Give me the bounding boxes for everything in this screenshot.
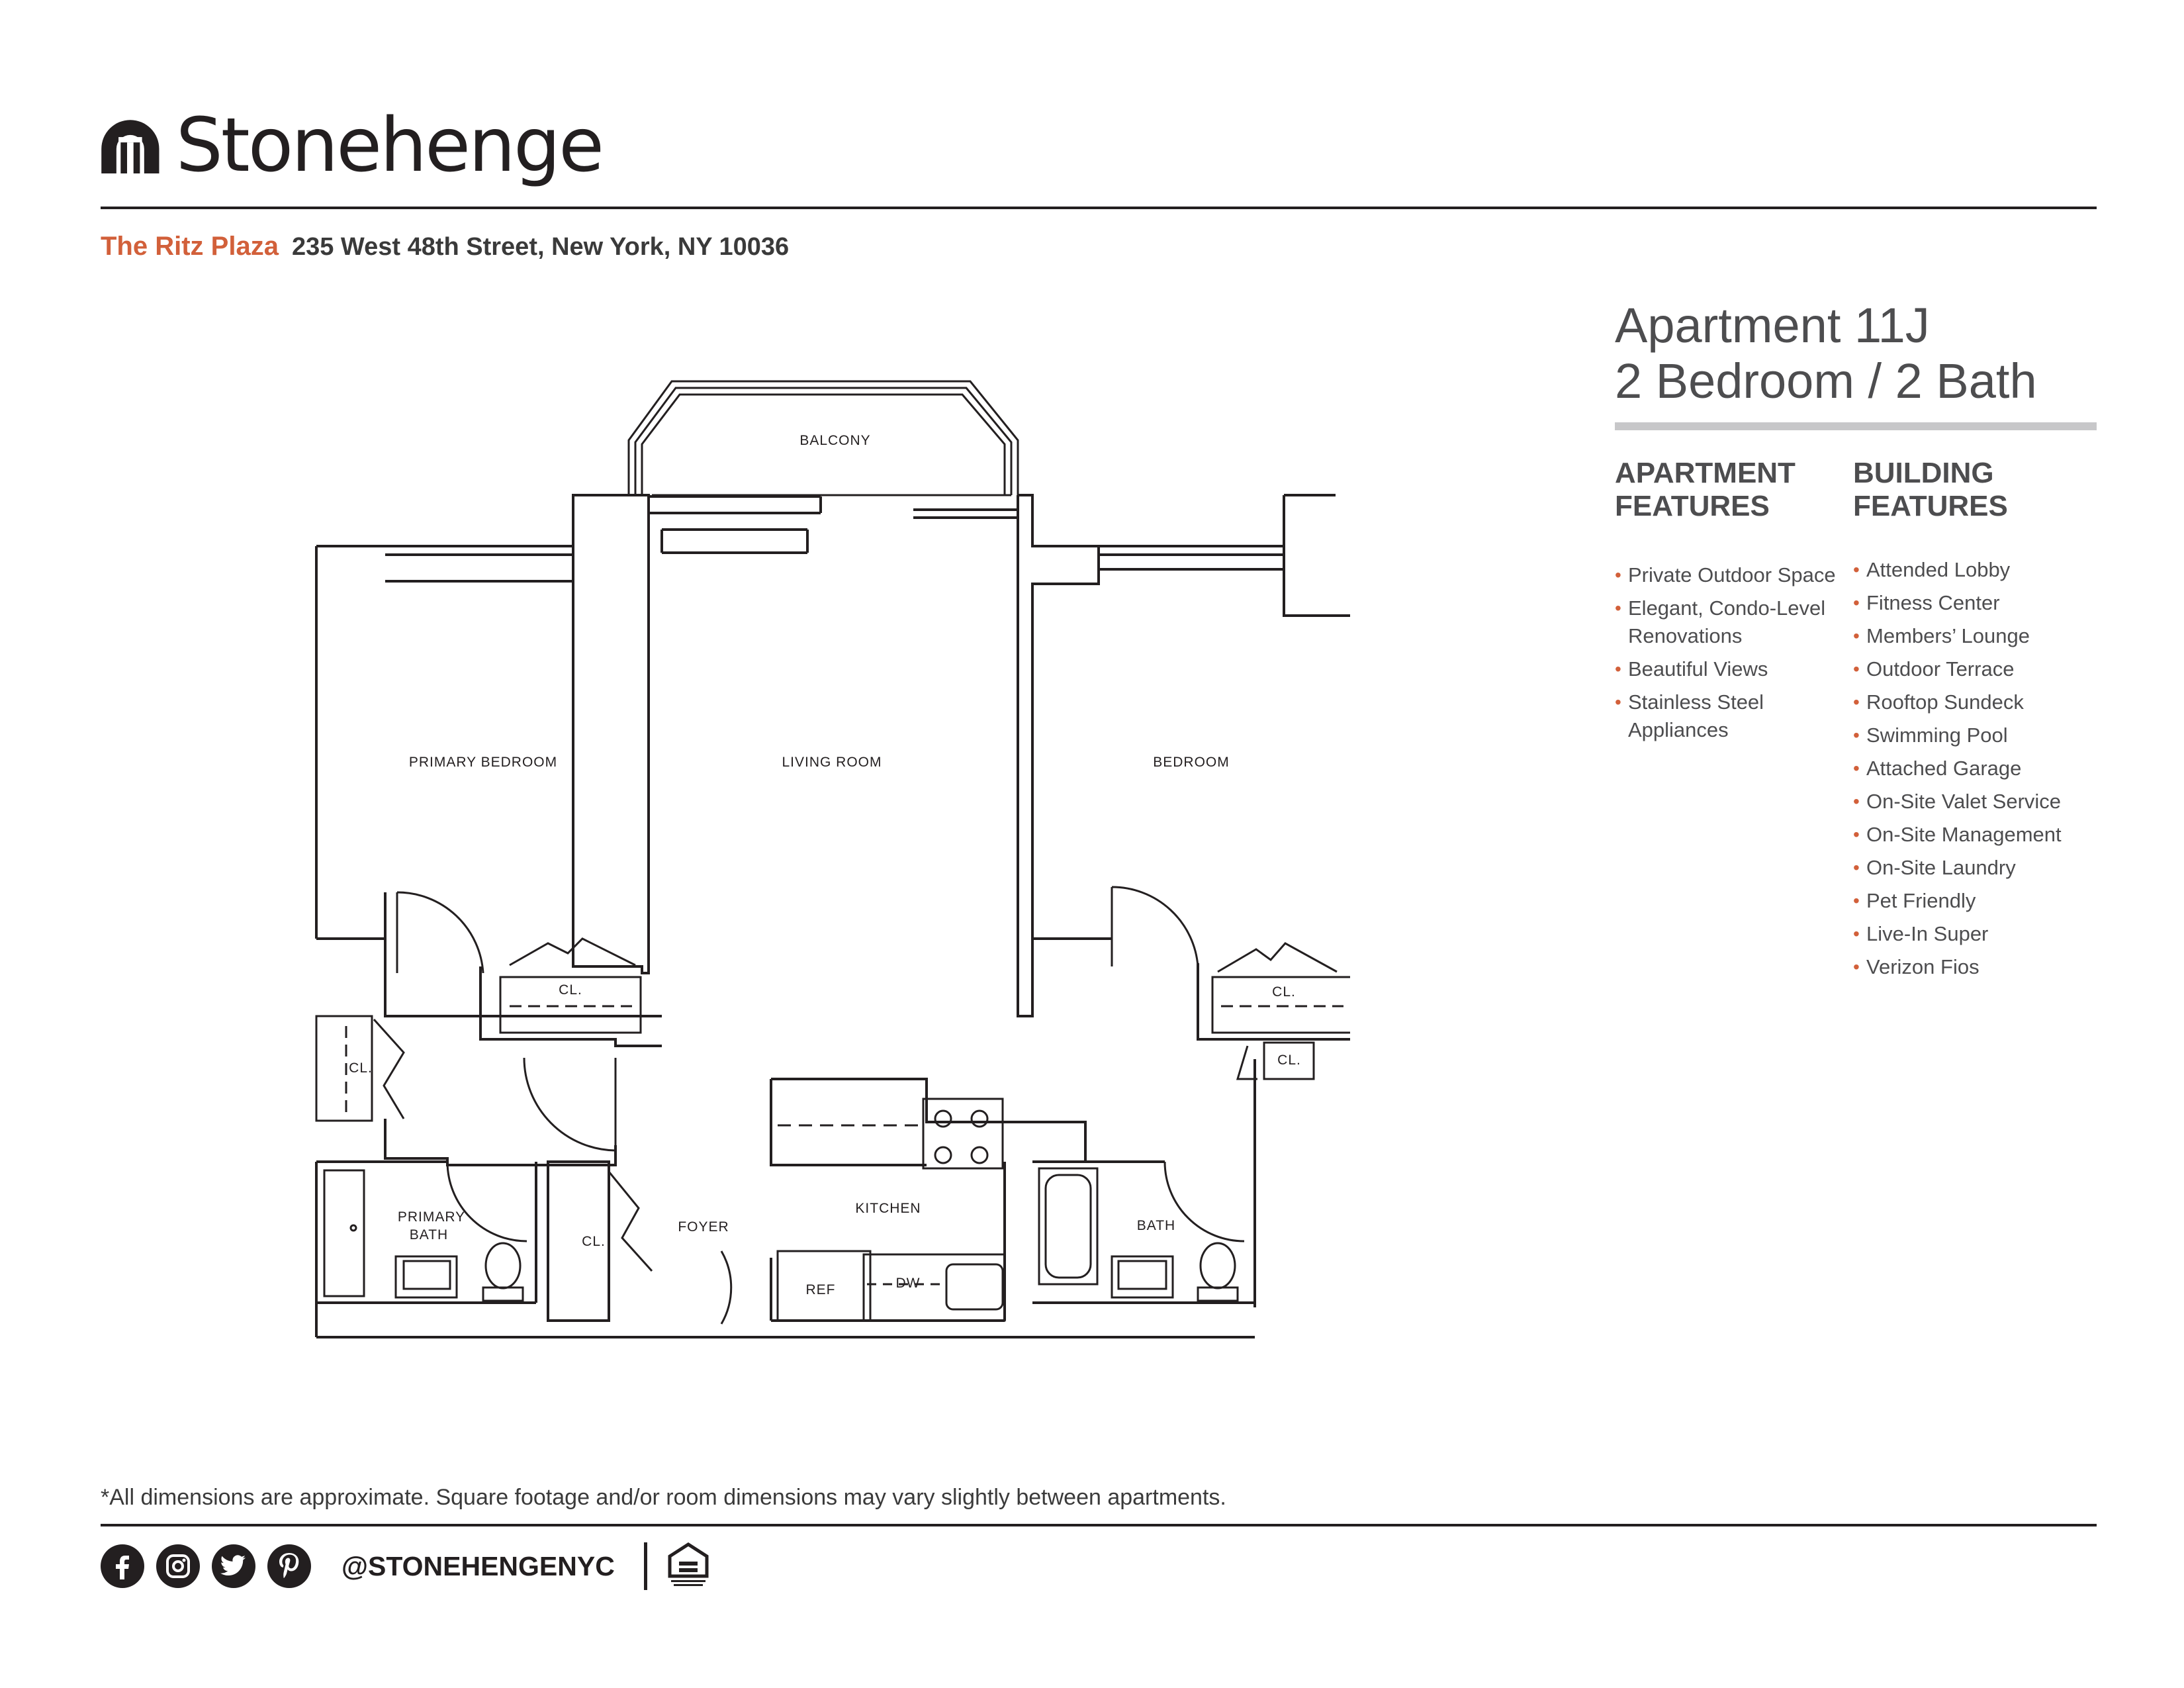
list-item: • Fitness Center xyxy=(1853,589,2105,617)
list-item: • Beautiful Views xyxy=(1615,655,1853,683)
bath-label: BATH xyxy=(1136,1218,1176,1233)
list-item: • Live-In Super xyxy=(1853,920,2105,948)
list-item: • Private Outdoor Space xyxy=(1615,561,1853,589)
list-item: • On-Site Management xyxy=(1853,821,2105,849)
small-closet-label: CL. xyxy=(1277,1053,1301,1068)
hall-closet-label: CL. xyxy=(349,1060,373,1076)
list-item: • On-Site Valet Service xyxy=(1853,788,2105,816)
dishwasher-label: DW xyxy=(895,1276,921,1291)
apartment-layout: 2 Bedroom / 2 Bath xyxy=(1615,353,2037,408)
list-item: • Swimming Pool xyxy=(1853,722,2105,749)
building-features-heading-line1: BUILDING xyxy=(1853,457,1994,489)
list-item: • Attended Lobby xyxy=(1853,556,2105,584)
list-item: • Stainless Steel Appliances xyxy=(1615,688,1853,744)
apartment-features-heading-line2: FEATURES xyxy=(1615,490,1770,522)
list-item: • Rooftop Sundeck xyxy=(1853,688,2105,716)
refrigerator-label: REF xyxy=(805,1282,836,1297)
building-features-heading xyxy=(1853,457,2008,523)
facebook-icon[interactable] xyxy=(101,1544,144,1588)
list-item: • Outdoor Terrace xyxy=(1853,655,2105,683)
closets xyxy=(316,977,1350,1121)
balcony-label: BALCONY xyxy=(799,433,871,448)
brand-wordmark: Stonehenge xyxy=(175,103,602,189)
apartment-title xyxy=(1615,298,2037,409)
foyer-closet-label: CL. xyxy=(582,1234,606,1249)
primary-bath-label-line2: BATH xyxy=(409,1227,449,1243)
pinterest-icon[interactable] xyxy=(267,1544,311,1588)
footer-vertical-divider xyxy=(644,1542,647,1590)
living-room-label: LIVING ROOM xyxy=(782,755,882,770)
equal-housing-icon xyxy=(667,1542,709,1591)
header-divider xyxy=(101,207,2097,209)
list-item: • Pet Friendly xyxy=(1853,887,2105,915)
footer-divider xyxy=(101,1524,2097,1526)
brand-logo xyxy=(99,99,602,192)
foyer-label: FOYER xyxy=(678,1219,729,1235)
list-item: • Elegant, Condo-Level Renovations xyxy=(1615,594,1853,650)
social-handle[interactable]: @STONEHENGENYC xyxy=(341,1550,615,1581)
primary-closet-label: CL. xyxy=(559,982,582,998)
list-item: • Verizon Fios xyxy=(1853,953,2105,981)
list-item: • Attached Garage xyxy=(1853,755,2105,782)
kitchen-label: KITCHEN xyxy=(855,1201,921,1216)
apartment-features-heading-line1: APARTMENT xyxy=(1615,457,1796,489)
property-address-bar xyxy=(101,232,789,261)
building-features-list xyxy=(1853,556,2105,986)
primary-bedroom-label: PRIMARY BEDROOM xyxy=(408,755,558,770)
walls xyxy=(316,495,1350,1337)
instagram-icon[interactable] xyxy=(156,1544,200,1588)
list-item: • Members’ Lounge xyxy=(1853,622,2105,650)
twitter-icon[interactable] xyxy=(212,1544,255,1588)
bedroom-closet-label: CL. xyxy=(1272,984,1296,1000)
apartment-features-list xyxy=(1615,561,1853,749)
title-underline xyxy=(1615,422,2097,430)
list-item: • On-Site Laundry xyxy=(1853,854,2105,882)
apartment-unit: Apartment 11J xyxy=(1615,298,1930,353)
floor-plan xyxy=(291,371,1350,1350)
stonehenge-logo-icon xyxy=(99,111,161,180)
primary-bath-label-line1: PRIMARY xyxy=(397,1209,466,1225)
building-features-heading-line2: FEATURES xyxy=(1853,490,2008,522)
building-address: 235 West 48th Street, New York, NY 10036 xyxy=(291,233,790,261)
bedroom-label: BEDROOM xyxy=(1153,755,1230,770)
dimensions-disclaimer: *All dimensions are approximate. Square footage and/or room dimensions may vary slightly between apartments. xyxy=(101,1485,1226,1510)
social-bar xyxy=(101,1540,709,1593)
apartment-features-heading xyxy=(1615,457,1796,523)
building-name: The Ritz Plaza xyxy=(101,232,279,261)
